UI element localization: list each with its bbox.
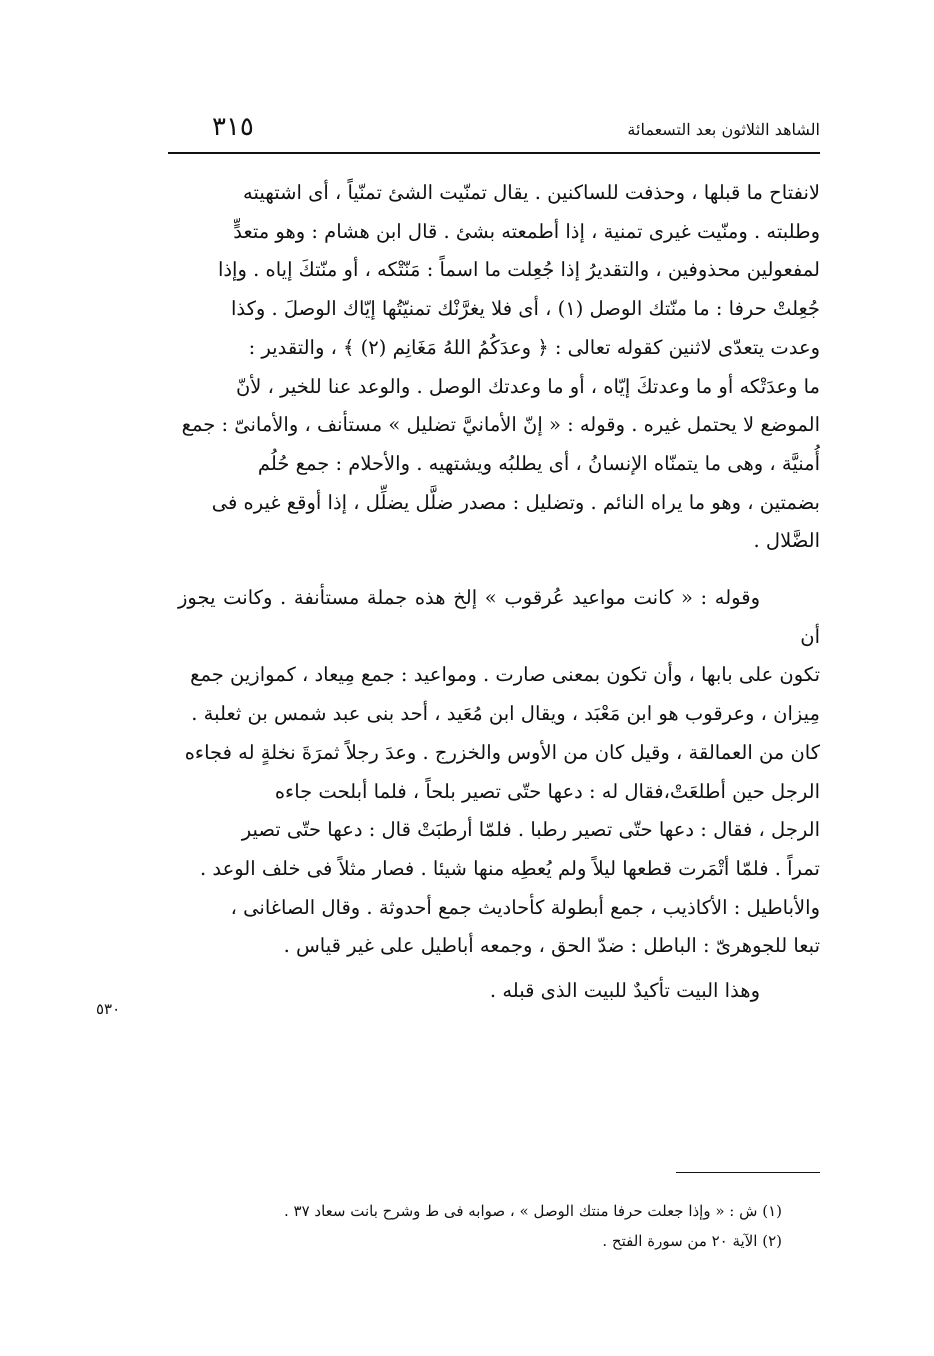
text-line: الضَّلال . <box>753 529 820 553</box>
text-line: تبعا للجوهرىّ : الباطل : ضدّ الحق ، وجمعه أباطيل على غير قياس . <box>283 934 820 958</box>
text-line: وعدت يتعدّى لاثنين كقوله تعالى : ﴿ وعدَكُمُ اللهُ مَغَانِم (٢) ﴾ ، والتقدير : <box>248 335 820 359</box>
header-divider <box>168 152 820 154</box>
footnote-divider <box>676 1172 820 1173</box>
footnotes <box>182 1196 782 1256</box>
text-line: الموضع لا يحتمل غيره . وقوله : « إنّ الأمانيَّ تضليل » مستأنف ، والأمانىّ : جمع <box>181 413 820 437</box>
main-text <box>178 174 820 1011</box>
paragraph-2 <box>178 579 820 966</box>
text-line: الرجل حين أطلعَتْ،فقال له : دعها حتّى تصير بلحاً ، فلما أبلحت جاءه <box>274 779 820 803</box>
text-line: وطلبته . ومنّيت غيرى تمنية ، إذا أطمعته بشئ . قال ابن هشام : وهو متعدٍّ <box>233 219 820 243</box>
page-number: ٣١٥ <box>212 112 254 142</box>
text-line: جُعِلتْ حرفا : ما منّتك الوصل (١) ، أى فلا يغرَّنْك تمنيّتُها إيّاك الوصلَ . وكذا <box>230 297 820 321</box>
text-line: الرجل ، فقال : دعها حتّى تصير رطبا . فلمّا أرطبَتْ قال : دعها حتّى تصير <box>241 818 820 842</box>
footnote-2: (٢) الآية ٢٠ من سورة الفتح . <box>602 1232 782 1250</box>
paragraph-3: وهذا البيت تأكيدٌ للبيت الذى قبله . <box>489 979 760 1003</box>
text-line: لانفتاح ما قبلها ، وحذفت للساكنين . يقال تمنّيت الشئ تمنّياً ، أى اشتهيته <box>243 181 820 204</box>
text-line: مِيزان ، وعرقوب هو ابن مَعْبَد ، ويقال ابن مُعَيد ، أحد بنى عبد شمس بن ثعلبة . <box>191 702 820 726</box>
text-line: تكون على بابها ، وأن تكون بمعنى صارت . ومواعيد : جمع مِيعاد ، كموازين جمع <box>190 663 820 687</box>
text-line: كان من العمالقة ، وقيل كان من الأوس والخزرج . وعدَ رجلاً ثمرَةَ نخلةٍ له فجاءه <box>184 740 820 764</box>
text-line: بضمتين ، وهو ما يراه النائم . وتضليل : مصدر ضلَّل يضلِّل ، إذا أوقع غيره فى <box>211 490 820 514</box>
margin-page-reference: ٥٣٠ <box>96 1000 121 1018</box>
text-line: لمفعولين محذوفين ، والتقديرُ إذا جُعِلت ما اسماً : مَنّتْكه ، أو منّتكَ إياه . وإذا <box>217 258 820 282</box>
text-line: تمراً . فلمّا أتْمَرت قطعها ليلاً ولم يُعطِه منها شيئا . فصار مثلاً فى خلف الوعد . <box>199 856 820 880</box>
running-title: الشاهد الثلاثون بعد التسعمائة <box>627 120 820 139</box>
page-header <box>168 112 820 152</box>
text-line: ما وعدَتْكه أو ما وعدتكَ إيّاه ، أو ما وعدتك الوصل . والوعد عنا للخير ، لأنّ <box>235 374 820 398</box>
paragraph-1 <box>178 174 820 561</box>
text-line: والأباطيل : الأكاذيب ، جمع أبطولة كأحاديث جمع أحدوثة . وقال الصاغانى ، <box>230 895 820 919</box>
footnote-1: (١) ش : « وإذا جعلت حرفا منتك الوصل » ، صوابه فى ط وشرح بانت سعاد ٣٧ . <box>283 1202 782 1220</box>
text-line: أُمنيَّة ، وهى ما يتمنّاه الإنسانُ ، أى يطلبُه ويشتهيه . والأحلام : جمع حُلُم <box>257 451 820 475</box>
text-line: وقوله : « كانت مواعيد عُرقوب » إلخ هذه جملة مستأنفة . وكانت يجوز أن <box>178 586 820 648</box>
